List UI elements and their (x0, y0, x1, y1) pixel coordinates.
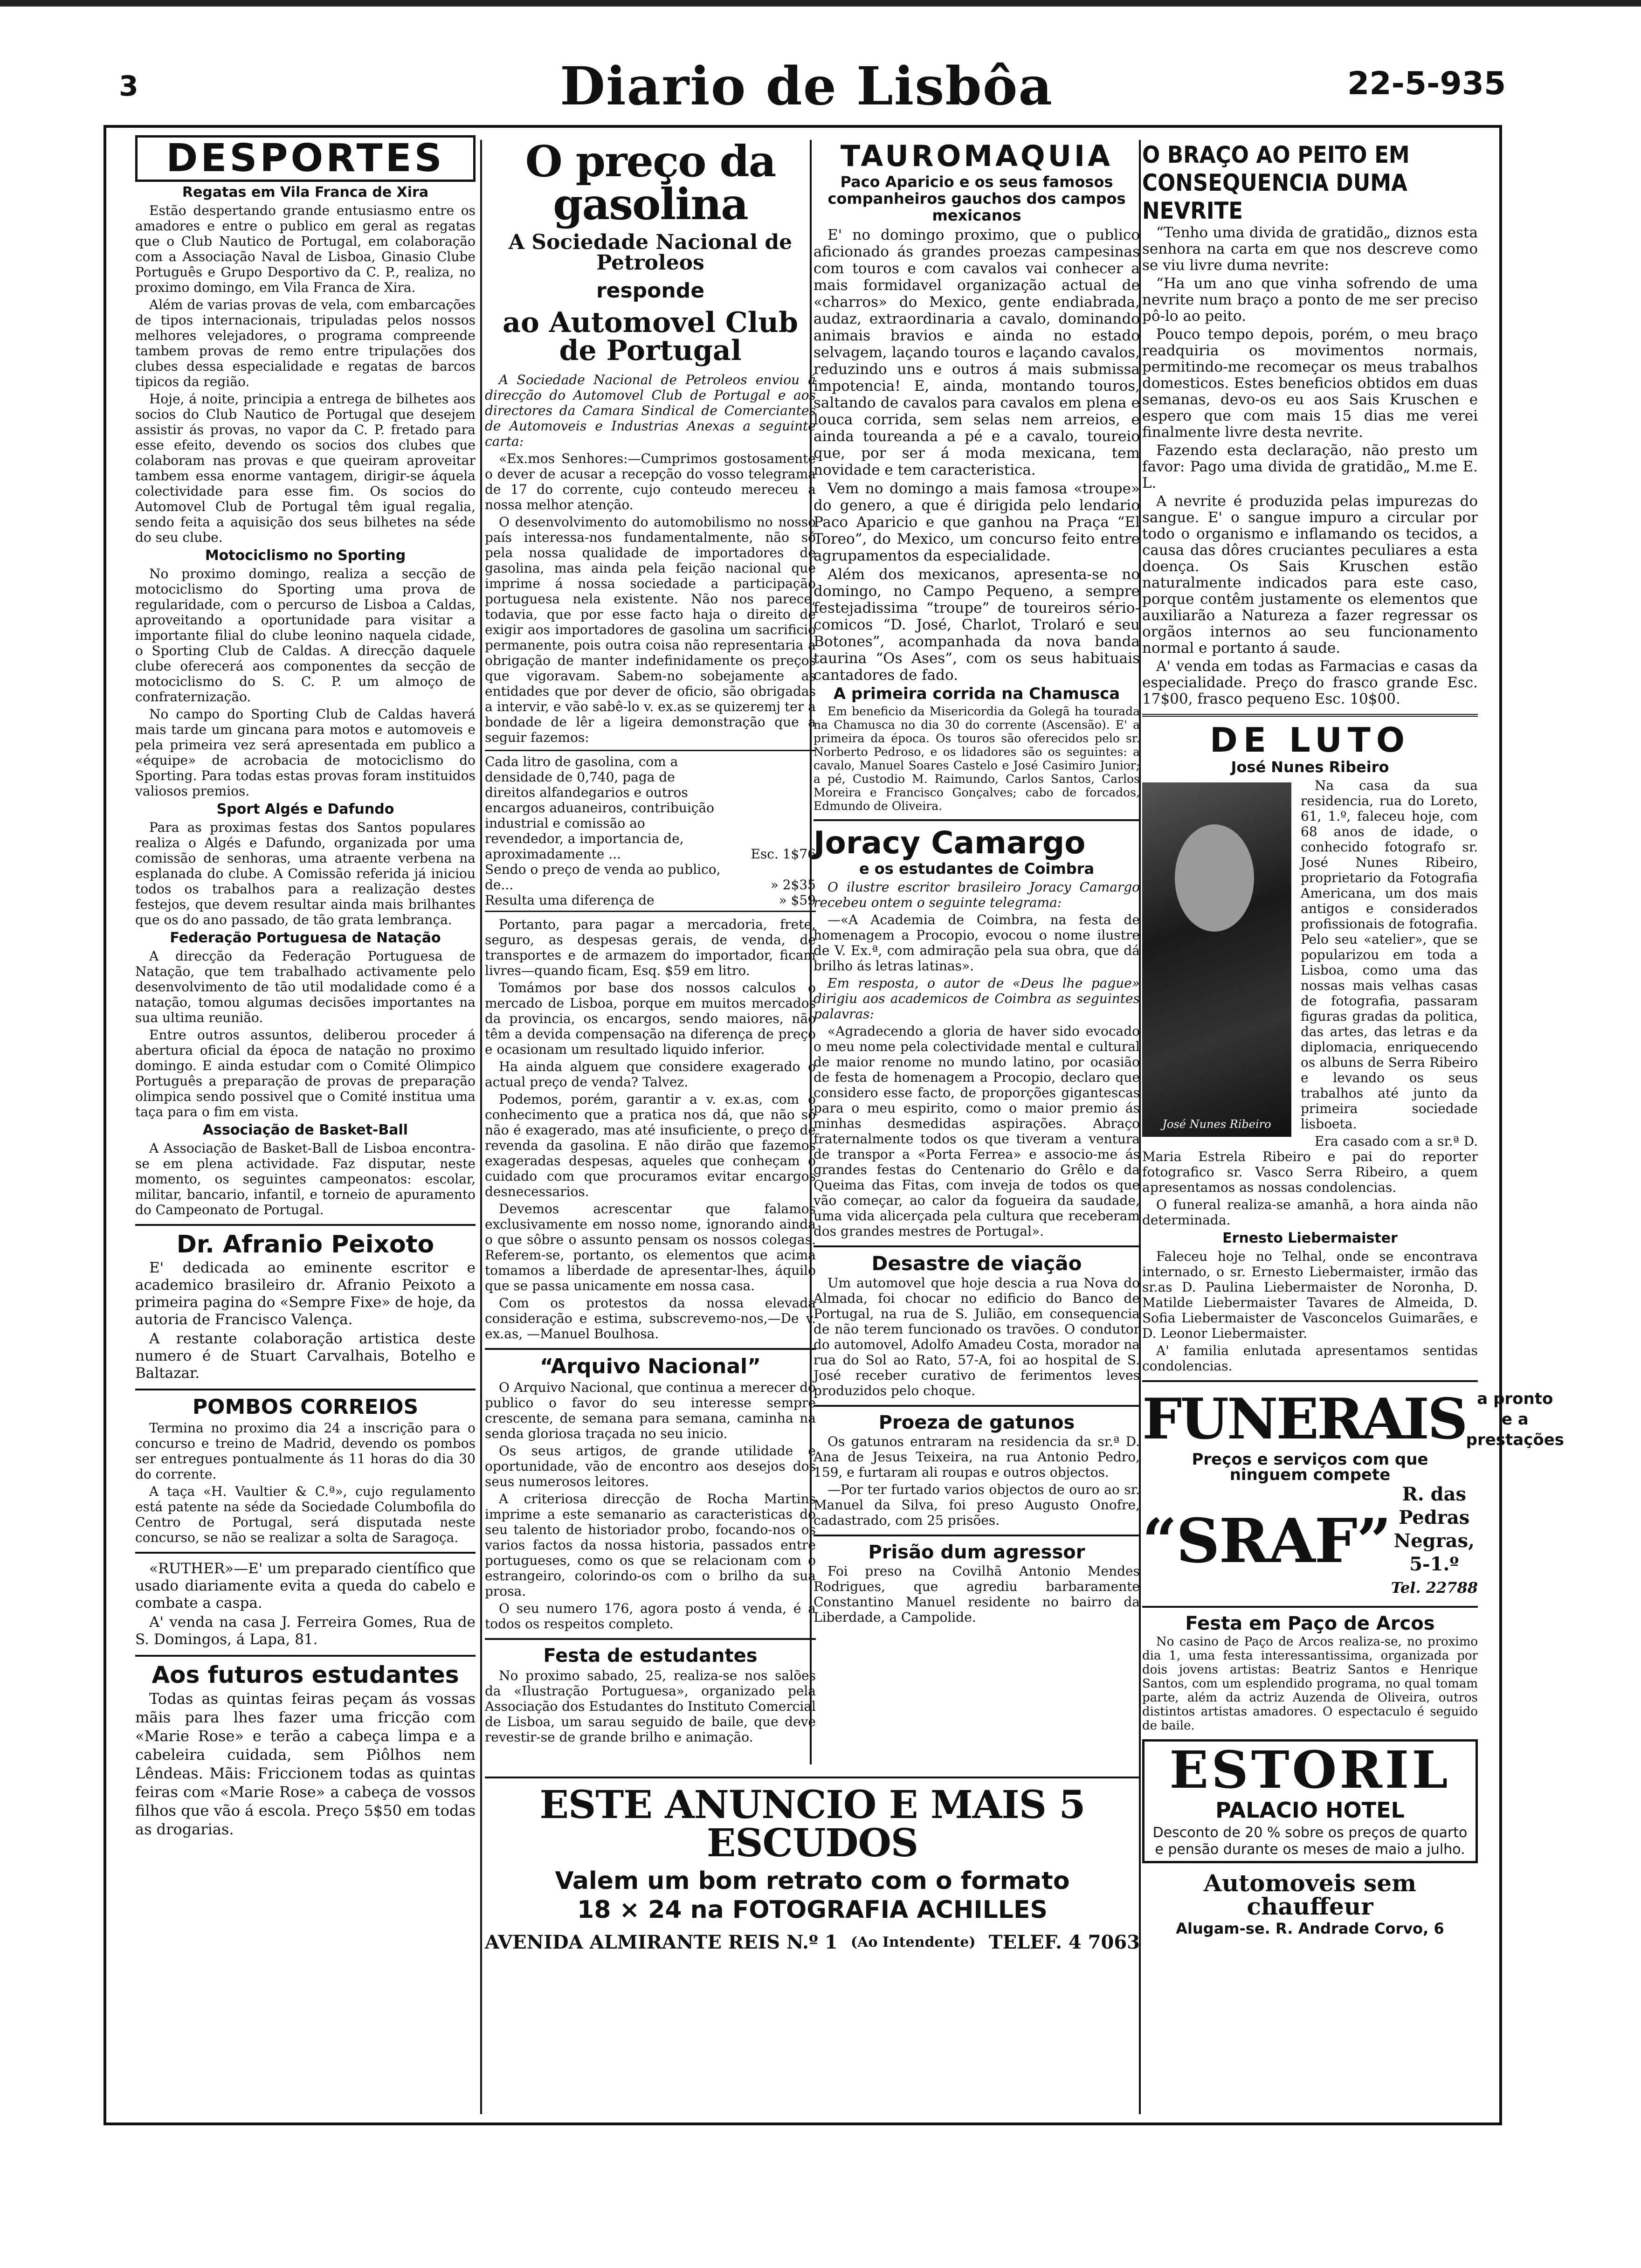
obituary-name: Ernesto Liebermaister (1222, 1230, 1398, 1246)
article-paragraph: Os seus artigos, de grande utilidade e oportunidade, vão de encontro aos desejos dos seus numerosos leitores. (485, 1443, 816, 1489)
section-heading: Regatas em Vila Franca de Xira (182, 184, 429, 201)
gatunos-title: Proeza de gatunos (878, 1412, 1075, 1433)
photo-caption: José Nunes Ribeiro (1162, 1118, 1271, 1131)
joracy-title: Joracy Camargo (814, 825, 1086, 861)
column-tauromaquia (814, 135, 1140, 1764)
article-paragraph: Em resposta, o autor de «Deus lhe pague» dirigiu aos academicos de Coimbra as seguintes palavras: (814, 975, 1140, 1022)
article-paragraph: Fazendo esta declaração, não presto um favor: Pago uma divida de gratidão„ M.me E. L. (1142, 442, 1478, 491)
gasolina-subtitle: A Sociedade Nacional de Petroleos (508, 230, 793, 275)
calc-label: Cada litro de gasolina, com a densidade de 0,740, paga de direitos alfandegarios e outros encargos aduaneiros, contribuição industrial e comissão ao revendedor, a importancia de, aproximadamente ... (485, 754, 715, 862)
article-paragraph: E' dedicada ao eminente escritor e academico brasileiro dr. Afranio Peixoto a primeira pagina do «Sempre Fixe» de hoje, da autoria de Francisco Valença. (135, 1259, 476, 1328)
article-paragraph: Termina no proximo dia 24 a inscrição para o concurso e treino de Madrid, devendo os pombos ser entregues pontualmente ás 11 horas do dia 30 do corrente. (135, 1420, 476, 1482)
sraf-phone: Tel. 22788 (1391, 1579, 1478, 1597)
article-paragraph: Estão despertando grande entusiasmo entre os amadores e entre o publico em geral as regatas que o Club Nautico de Portugal, em colaboração com a Associação Naval de Lisboa, Ginasio Clube Português e Grupo Desportivo da C. P., realiza, no proximo domingo, em Vila Franca de Xira. (135, 203, 476, 295)
article-paragraph: Vem no domingo a mais famosa «troupe» do genero, a que é dirigida pelo lendario Paco Aparicio e que ganhou na Praça “El Toreo”, do Mexico, um concurso feito entre agrupamentos da especialidade. (814, 480, 1140, 564)
tauromaquia-subtitle: Paco Aparicio e os seus famosos companheiros gauchos dos campos mexicanos (827, 173, 1126, 224)
masthead (0, 0, 1641, 126)
funerais-title: FUNERAIS (1142, 1386, 1466, 1452)
ad-footer (485, 1931, 1140, 1953)
article-intro: O ilustre escritor brasileiro Joracy Camargo recebeu ontem o seguinte telegrama: (814, 879, 1140, 910)
article-paragraph: Entre outros assuntos, deliberou proceder á abertura oficial da época de natação no proximo domingo. E ainda estudar com o Comité Olimpico Português a preparação de provas de preparação olimpica sendo possivel que o Comité institua uma taça para o fim em vista. (135, 1027, 476, 1120)
article-paragraph: “Ha um ano que vinha sofrendo de uma nevrite num braço a ponto de me ser preciso pô-lo ao peito. (1142, 275, 1478, 325)
festa-estudantes-title: Festa de estudantes (543, 1645, 758, 1666)
article-paragraph: Um automovel que hoje descia a rua Nova do Almada, foi chocar no edificio do Banco de Portugal, na rua de S. Julião, em consequencia de não terem funcionado os travões. O condutor do automovel, Adolfo Amadeu Costa, morador na rua do Sol ao Rato, 57-A, foi ao hospital de S. José receber curativo de ferimentos leves produzidos pelo choque. (814, 1275, 1140, 1398)
futuros-text: Todas as quintas feiras peçam ás vossas mãis para lhes fazer uma fricção com «Marie Rose» e terão a cabeça limpa e a cabeleira cuidada, sem Piôlhos nem Lêndeas. Mãis: Friccionem todas as quintas feiras com «Marie Rose» a cabeça de vossos filhos que vão á escola. Preço 5$50 em todas as drogarias. (135, 1690, 476, 1838)
braco-title: O BRAÇO AO PEITO EM CONSEQUENCIA DUMA NEVRITE (1142, 141, 1410, 224)
fotografia-achilles-ad (485, 1777, 1140, 1953)
article-paragraph: «Ex.mos Senhores:—Cumprimos gostosamente o dever de acusar a recepção do vosso telegrama de 17 do corrente, cujo conteudo mereceu a nossa melhor atenção. (485, 451, 816, 512)
article-paragraph: Com os protestos da nossa elevada consideração e estima, subscrevemo-nos,—De v. ex.as, —Manuel Boulhosa. (485, 1295, 816, 1341)
automoveis-text: Alugam-se. R. Andrade Corvo, 6 (1176, 1920, 1444, 1937)
calc-row (485, 862, 816, 892)
gasolina-subtitle: ao Automovel Club de Portugal (502, 306, 799, 367)
article-paragraph: A taça «H. Vaultier & C.ª», cujo regulamento está patente na séde da Sociedade Columbofila do Centro de Portugal, será disputada neste concurso, se não se realizar a solta de Saragoça. (135, 1484, 476, 1545)
futuros-title: Aos futuros estudantes (152, 1661, 459, 1688)
arquivo-title: “Arquivo Nacional” (539, 1355, 761, 1378)
gasolina-title: O preço da gasolina (525, 136, 776, 229)
article-paragraph: Portanto, para pagar a mercadoria, frete, seguro, as despesas gerais, de venda, de transportes e de armazem do importador, ficam livres—quando ficam, Esq. $59 em litro. (485, 917, 816, 978)
article-paragraph: Faleceu hoje no Telhal, onde se encontrava internado, o sr. Ernesto Liebermaister, irmão das sr.as D. Paulina Liebermaister de Noronha, D. Matilde Liebermaister Tavares de Almeida, D. Sofia Liebermaister de Vasconcelos Guimarães, e D. Leonor Liebermaister. (1142, 1249, 1478, 1341)
article-paragraph: Na casa da sua residencia, rua do Loreto, 61, 1.º, faleceu hoje, com 68 anos de idade, o conhecido fotografo sr. José Nunes Ribeiro, proprietario da Fotografia Americana, um dos mais antigos e considerados profissionais de fotografia. Pelo seu «atelier», que se popularizou em toda a Lisboa, como uma das nossas mais velhas casas de fotografia, passaram figuras gradas da politica, das artes, das letras e da diplomacia, enriquecendo os albuns de Serra Ribeiro e levando os seus trabalhos até junto da primeira sociedade lisboeta. (1301, 778, 1478, 1132)
article-paragraph: No proximo sabado, 25, realiza-se nos salões da «Ilustração Portuguesa», organizado pela Associação dos Estudantes do Instituto Comercial de Lisboa, um sarau seguido de baile, que deve revestir-se de grande brilho e animação. (485, 1668, 816, 1745)
calc-value: » $59 (779, 892, 816, 908)
article-paragraph: “Tenho uma divida de gratidão„ diznos esta senhora na carta em que nos descreve como se viu livre duma nevrite: (1142, 224, 1478, 274)
column-desportes (135, 135, 476, 2114)
article-paragraph: A Associação de Basket-Ball de Lisboa encontra-se em plena actividade. Faz disputar, neste momento, os seguintes campeonatos: escolar, militar, bancario, infantil, e torneio de apuramento do Campeonato de Portugal. (135, 1141, 476, 1217)
calc-value: Esc. 1$76 (751, 846, 816, 862)
calc-row (485, 892, 816, 908)
article-paragraph: A restante colaboração artistica deste numero é de Stuart Carvalhais, Botelho e Baltazar. (135, 1330, 476, 1382)
automoveis-title: Automoveis sem chauffeur (1203, 1869, 1417, 1920)
calc-label: Resulta uma diferença de (485, 892, 655, 908)
sraf-block (1142, 1483, 1478, 1599)
section-heading: Associação de Basket-Ball (202, 1122, 408, 1138)
article-paragraph: O desenvolvimento do automobilismo no nosso país interessa-nos fundamentalmente, não só pela nossa qualidade de importadores de gasolina, mas ainda pela feição nacional que imprime á nossa sociedade a participação portuguesa nela existente. Não nos parece, todavia, que por esse facto haja o direito de exigir aos importadores de gasolina um sacrificio permanente, pois outra coisa não representaria a obrigação de manter indefinidamente os preços que vigoravam. Sabem-no sobejamente as entidades que por dever de oficio, são obrigadas a intervir, e vão sabê-lo v. ex.as se quizeremj ter a bondade de lêr a ligeira demonstração que a seguir fazemos: (485, 514, 816, 745)
article-paragraph: A nevrite é produzida pelas impurezas do sangue. E' o sangue impuro a circular por todo o organismo e inflamando os tecidos, a causa das dôres cruciantes peculiares a esta doença. Os Sais Kruschen estão naturalmente indicados para este caso, porque contêm justamente os elementos que auxiliarão a Natureza a fazer regressar os orgãos internos ao seu funcionamento normal e portanto á saude. (1142, 493, 1478, 657)
article-paragraph: Além dos mexicanos, apresenta-se no domingo, no Campo Pequeno, a sempre festejadissima “troupe” de toureiros sério-comicos “D. José, Charlot, Trolaró e seu Botones”, acompanhada da nova banda taurina “Os Ases”, com os seus habituais cantadores de fado. (814, 566, 1140, 684)
sraf-address: R. das Pedras (1399, 1483, 1470, 1528)
column-rule (480, 140, 482, 2114)
article-paragraph: E' no domingo proximo, que o publico aficionado ás grandes proezas campesinas com touros e com cavalos vai conhecer a mais formidavel organização actual de «charros» do Mexico, gente endiabrada, audaz, extraordinaria a cavalo, dominando animais bravios e ainda no estado selvagem, laçando touros e laçando cavalos, reduzindo uns e outros á mais submissa impotencia! E, ainda, montando touros, saltando de cavalos para cavalos em plena e louca corrida, sem selas nem arreios, e ainda toureanda a pé e a cavalo, toureio que, por ser á moda mexicana, tem novidade e tem caracteristica. (814, 227, 1140, 478)
ruther-address: A' venda na casa J. Ferreira Gomes, Rua de S. Domingos, á Lapa, 81. (135, 1614, 476, 1648)
article-paragraph: Devemos acrescentar que falamos exclusivamente em nosso nome, ignorando ainda o que sôbre o assunto pensam os nossos colegas. Referem-se, portanto, os elementos que acima tomamos a liberdade de apresentar-lhes, áquilo que se passa unicamente em nossa casa. (485, 1201, 816, 1293)
column-right (1142, 135, 1565, 2114)
ad-phone: TELEF. 4 7063 (988, 1931, 1140, 1953)
calc-value: » 2$35 (770, 877, 816, 892)
estoril-ad (1142, 1739, 1478, 1863)
article-paragraph: Foi preso na Covilhã Antonio Mendes Rodrigues, que agrediu barbaramente Constantino Manuel residente no bairro da Liberdade, a Campolide. (814, 1563, 1140, 1625)
article-paragraph: Para as proximas festas dos Santos populares realiza o Algés e Dafundo, organizada por uma comissão de senhoras, uma atraente verbena na esplanada do clube. A Comissão referida já iniciou todos os trabalhos para a realização destes festejos, que devem resultar ainda mais brilhantes que os do ano passado, de tão grata lembrança. (135, 820, 476, 927)
article-paragraph: O funeral realiza-se amanhã, a hora ainda não determinada. (1142, 1197, 1478, 1228)
article-paragraph: A' familia enlutada apresentamos sentidas condolencias. (1142, 1343, 1478, 1374)
article-paragraph: A' venda em todas as Farmacias e casas da especialidade. Preço do frasco grande Esc. 17$00, frasco pequeno Esc. 10$00. (1142, 658, 1478, 707)
article-paragraph: No proximo domingo, realiza a secção de motociclismo do Sporting uma prova de regularidade, com o percurso de Lisboa a Caldas, aproveitando a oportunidade para visitar a importante filial do clube leonino naquela cidade, o Sporting Club de Caldas. A direcção daquele clube oferecerá aos componentes da secção de motociclismo do S. C. P. um almoço de confraternização. (135, 566, 476, 705)
funerais-line: ninguem compete (1229, 1466, 1391, 1484)
divider (135, 1224, 476, 1226)
section-heading: Motociclismo no Sporting (205, 547, 406, 564)
afranio-title: Dr. Afranio Peixoto (176, 1231, 434, 1258)
luto-title: DE LUTO (1209, 720, 1411, 760)
funerais-line: Preços e serviços com que (1192, 1450, 1428, 1469)
calc-label: Sendo o preço de venda ao publico, de... (485, 862, 721, 892)
divider (485, 1638, 816, 1640)
portrait-face (1175, 824, 1254, 932)
funerais-side: e a (1501, 1410, 1529, 1429)
divider (135, 1655, 476, 1657)
article-intro: A Sociedade Nacional de Petroleos enviou á direcção do Automovel Club de Portugal e aos directores da Camara Sindical de Comerciantes de Automoveis e Industrias Anexas a seguinte carta: (485, 372, 816, 449)
article-paragraph: Hoje, á noite, principia a entrega de bilhetes aos socios do Club Nautico de Portugal que desejem assistir ás provas, no vapor da C. P. fretado para esse efeito, devendo os socios dos clubes que colaboram nas provas e que queiram aproveitar tambem essa enorme vantagem, dirigir-se áquela colectividade para esse fim. Os socios do Automovel Club de Portugal têm igual regalia, sendo feita a aquisição dos seus bilhetes na séde do seu clube. (135, 391, 476, 545)
article-paragraph: Em beneficio da Misericordia da Golegã ha tourada na Chamusca no dia 30 do corrente (Ascensão). E' a primeira da época. Os touros são oferecidos pelo sr. Norberto Pedroso, e os lidadores são os seguintes: a cavalo, Manuel Soares Castelo e José Casimiro Junior; a pé, Custodio M. Raimundo, Carlos Santos, Carlos Moreira e Francisco Gonçalves; cabo de forcados, Edmundo de Oliveira. (814, 705, 1140, 813)
article-paragraph: Tomámos por base dos nossos calculos o mercado de Lisboa, porque em muitos mercados da provincia, os encargos, sendo maiores, não têm a devida compensação na diferença de preço e ocasionam um resultado liquido inferior. (485, 980, 816, 1057)
gasolina-subtitle: responde (596, 279, 705, 303)
divider (814, 1405, 1140, 1407)
divider (814, 1535, 1140, 1536)
desportes-banner: DESPORTES (135, 135, 476, 182)
sraf-address: Negras, 5-1.º (1393, 1530, 1475, 1575)
pombos-title: POMBOS CORREIOS (192, 1395, 419, 1419)
article-paragraph: «Agradecendo a gloria de haver sido evocado o meu nome pela colectividade mental e cultural de maior renome no mundo latino, por ocasião de festa de homenagem a Procopio, declaro que considero esse facto, de proporções gigantescas para o meu espirito, como o maior premio ás minhas desmedidas aspirações. Abraço fraternalmente todos os que tiveram a ventura de transpor a «Porta Ferrea» e associo-me ás grandes festas do Centenario do Grêlo e da Queima das Fitas, com inveja de todos os que vão começar, ao calor da fogueira da saudade, uma vida alicerçada pela cultura que receberam dos grandes mestres de Portugal». (814, 1023, 1140, 1239)
section-heading: Federação Portuguesa de Natação (170, 930, 441, 946)
funerais-side: a pronto (1477, 1390, 1553, 1408)
divider (814, 1245, 1140, 1247)
newspaper-title: Diario de Lisbôa (560, 56, 1053, 117)
festa-paco-title: Festa em Paço de Arcos (1185, 1613, 1435, 1634)
sraf-brand: “SRAF” (1142, 1505, 1391, 1577)
article-paragraph: No campo do Sporting Club de Caldas haverá mais tarde um gincana para motos e automoveis e pela primeira vez será apresentada em publico a «équipe» de acrobacia de motociclismo do Sporting. Para todas estas provas foram instituidos valiosos premios. (135, 706, 476, 799)
article-paragraph: O seu numero 176, agora posto á venda, é a todos os respeitos completo. (485, 1601, 816, 1632)
ad-line: Valem um bom retrato com o formato (555, 1867, 1070, 1895)
funerais-ad (1142, 1386, 1565, 1452)
article-paragraph: Ha ainda alguem que considere exagerado o actual preço de venda? Talvez. (485, 1059, 816, 1090)
prisao-title: Prisão dum agressor (868, 1542, 1085, 1563)
portrait-photo (1142, 782, 1291, 1137)
ruther-ad: «RUTHER»—E' um preparado científico que usado diariamente evita a queda do cabelo e combate a caspa. (135, 1560, 476, 1611)
desastre-title: Desastre de viação (871, 1252, 1082, 1275)
article-paragraph: —«A Academia de Coimbra, na festa de homenagem a Procopio, evocou o nome ilustre de V. Ex.ª, com admiração pela sua obra, que dá brilho ás letras latinas». (814, 912, 1140, 974)
ad-address-note: (Ao Intendente) (850, 1934, 976, 1950)
issue-date: 22-5-935 (1347, 65, 1506, 102)
section-heading: Sport Algés e Dafundo (216, 801, 394, 817)
estoril-subtitle: PALACIO HOTEL (1215, 1798, 1405, 1823)
ad-line: 18 × 24 na FOTOGRAFIA ACHILLES (577, 1896, 1048, 1924)
page-number: 3 (119, 70, 138, 103)
article-paragraph: A direcção da Federação Portuguesa de Natação, que tem trabalhado activamente pelo desenvolvimento de tão util modalidade como é a natação, tomou algumas decisões importantes na sua ultima reunião. (135, 948, 476, 1025)
divider (135, 1552, 476, 1554)
divider (135, 1389, 476, 1390)
tauromaquia-title: TAUROMAQUIA (840, 139, 1113, 173)
article-paragraph: —Por ter furtado varios objectos de ouro ao sr. Manuel da Silva, foi preso Augusto Onofre, cadastrado, com 25 prisões. (814, 1482, 1140, 1528)
estoril-text: Desconto de 20 % sobre os preços de quarto e pensão durante os meses de maio a julho. (1152, 1825, 1468, 1858)
divider (814, 819, 1140, 821)
article-paragraph: Além de varias provas de vela, com embarcações de tipos internacionais, tripuladas pelos nossos melhores velejadores, o programa compreende tambem provas de remo entre tripulações dos clubes dessa especialidade e regatas de barcos tipicos da região. (135, 297, 476, 389)
estoril-title: ESTORIL (1169, 1740, 1451, 1800)
article-paragraph: Podemos, porém, garantir a v. ex.as, com o conhecimento que a pratica nos dá, que não só não é exagerado, mas até insuficiente, o preço de revenda da gasolina. E não dirão que fazemos exageradas despesas, aqueles que conheçam o cuidado com que procuramos evitar encargos desnecessarios. (485, 1092, 816, 1199)
article-paragraph: Os gatunos entraram na residencia da sr.ª D. Ana de Jesus Teixeira, na rua Antonio Pedro, 159, e furtaram ali roupas e outros objectos. (814, 1434, 1140, 1480)
section-heading: A primeira corrida na Chamusca (833, 685, 1120, 703)
article-paragraph: No casino de Paço de Arcos realiza-se, no proximo dia 1, uma festa interessantissima, organizada por dois jovens artistas: Beatriz Santos e Henrique Santos, com um esplendido programa, no qual tomam parte, além da actriz Auzenda de Oliveira, outros distintos artistas amadores. O espectaculo é seguido de baile. (1142, 1635, 1478, 1733)
joracy-subtitle: e os estudantes de Coimbra (859, 860, 1095, 878)
divider (485, 1348, 816, 1350)
obituary-name: José Nunes Ribeiro (1231, 758, 1389, 776)
article-paragraph: Pouco tempo depois, porém, o meu braço readquiria os movimentos normais, permitindo-me recomeçar os meus trabalhos domesticos. Estes beneficios obtidos em duas semanas, devo-os eu aos Sais Kruschen e espero que com mais 15 dias me verei finalmente livre desta nevrite. (1142, 326, 1478, 441)
funerais-side: prestações (1466, 1431, 1565, 1449)
ad-headline: ESTE ANUNCIO E MAIS 5 ESCUDOS (539, 1783, 1085, 1866)
ad-address: AVENIDA ALMIRANTE REIS N.º 1 (485, 1931, 838, 1953)
divider (1142, 1606, 1478, 1608)
article-paragraph: O Arquivo Nacional, que continua a merecer do publico o favor do seu interesse sempre crescente, de semana para semana, caminha na senda gloriosa traçada no seu inicio. (485, 1380, 816, 1441)
article-paragraph: Era casado com a sr.ª D. Maria Estrela Ribeiro e pai do reporter fotografico sr. Vasco Serra Ribeiro, a quem apresentamos as nossas condolencias. (1142, 1134, 1478, 1195)
article-paragraph: A criteriosa direcção de Rocha Martins imprime a este semanario as caracteristicas do seu talento de historiador probo, focando-nos os varios factos da nossa historia, passados entre portugueses, como os que se relacionam com o estrangeiro, colorindo-os com o brilho da sua prosa. (485, 1491, 816, 1599)
divider (1142, 1380, 1478, 1382)
divider (1142, 714, 1478, 717)
calc-row (485, 754, 816, 862)
